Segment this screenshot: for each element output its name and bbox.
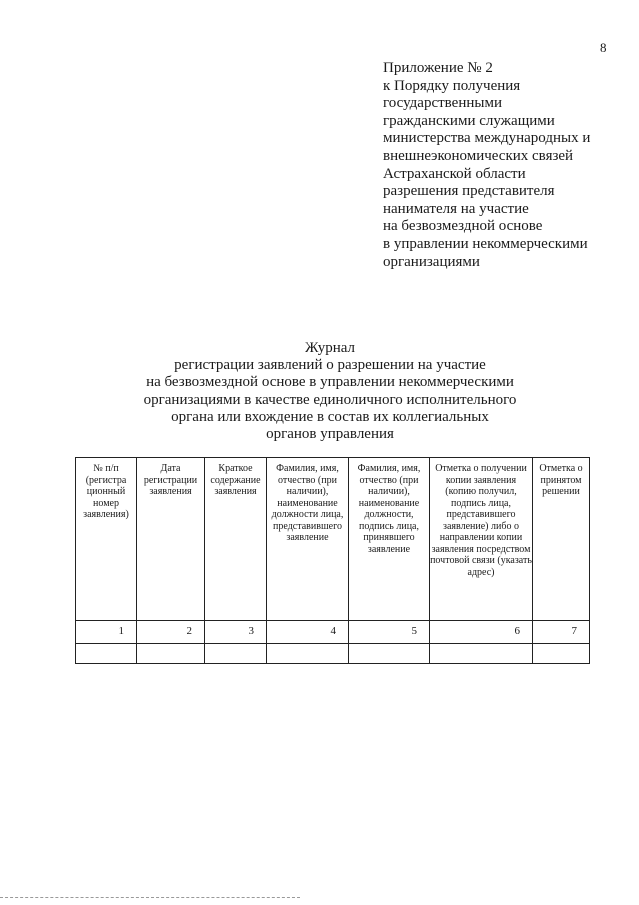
empty-cell: [137, 644, 205, 664]
journal-subtitle-line: органов управления: [266, 426, 394, 443]
empty-cell: [76, 644, 137, 664]
column-number: 3: [205, 621, 267, 644]
appendix-line: Астраханской области: [383, 165, 526, 182]
column-header: Фамилия, имя, отчество (при наличии), наименование должности лица, представившего заявление: [267, 458, 349, 621]
journal-subtitle-line: органа или вхождение в состав их коллегиальных: [171, 408, 489, 425]
empty-cell: [267, 644, 349, 664]
appendix-line: Приложение № 2: [383, 60, 493, 76]
column-number-row: [76, 621, 590, 644]
table-header-row: [76, 458, 590, 621]
appendix-line: министерства международных и: [383, 130, 591, 147]
appendix-line: гражданскими служащими: [383, 112, 555, 129]
journal-heading: [40, 340, 620, 443]
journal-subtitle-line: организациями в качестве единоличного исполнительного: [143, 391, 517, 408]
column-header: Дата регистрации заявления: [137, 458, 205, 621]
appendix-line: к Порядку получения: [383, 77, 521, 94]
journal-subtitle-line: на безвозмездной основе в управлении некоммерческими: [146, 374, 514, 391]
page-number: 8: [600, 40, 607, 55]
appendix-line: нанимателя на участие: [383, 200, 529, 217]
journal-title: Журнал: [304, 340, 355, 356]
column-number: 5: [349, 621, 430, 644]
appendix-line: внешнеэкономических связей: [383, 147, 574, 164]
appendix-line: организациями: [383, 253, 480, 270]
column-header: Краткое содержание заявления: [205, 458, 267, 621]
empty-cell: [205, 644, 267, 664]
column-header: Фамилия, имя, отчество (при наличии), наименование должности, подпись лица, принявшего заявление: [349, 458, 430, 621]
table-row: [76, 644, 590, 664]
column-header: Отметка о принятом решении: [533, 458, 590, 621]
empty-cell: [349, 644, 430, 664]
empty-cell: [533, 644, 590, 664]
appendix-line: в управлении некоммерческими: [383, 235, 588, 252]
column-number: 6: [430, 621, 533, 644]
appendix-block: [383, 60, 633, 271]
column-number: 2: [137, 621, 205, 644]
empty-cell: [430, 644, 533, 664]
appendix-line: государственными: [383, 95, 502, 112]
column-number: 7: [533, 621, 590, 644]
column-header: № п/п (регистра ционный номер заявления): [76, 458, 137, 621]
journal-table: [75, 457, 590, 664]
column-header: Отметка о получении копии заявления (копию получил, подпись лица, представившего заявление) либо о направлении копии заявления посредством почтовой связи (указать адрес): [430, 458, 533, 621]
appendix-line: на безвозмездной основе: [383, 218, 543, 235]
column-number: 4: [267, 621, 349, 644]
column-number: 1: [76, 621, 137, 644]
scan-edge-line: [0, 897, 300, 898]
appendix-line: разрешения представителя: [383, 183, 555, 200]
journal-subtitle-line: регистрации заявлений о разрешении на участие: [174, 357, 486, 374]
